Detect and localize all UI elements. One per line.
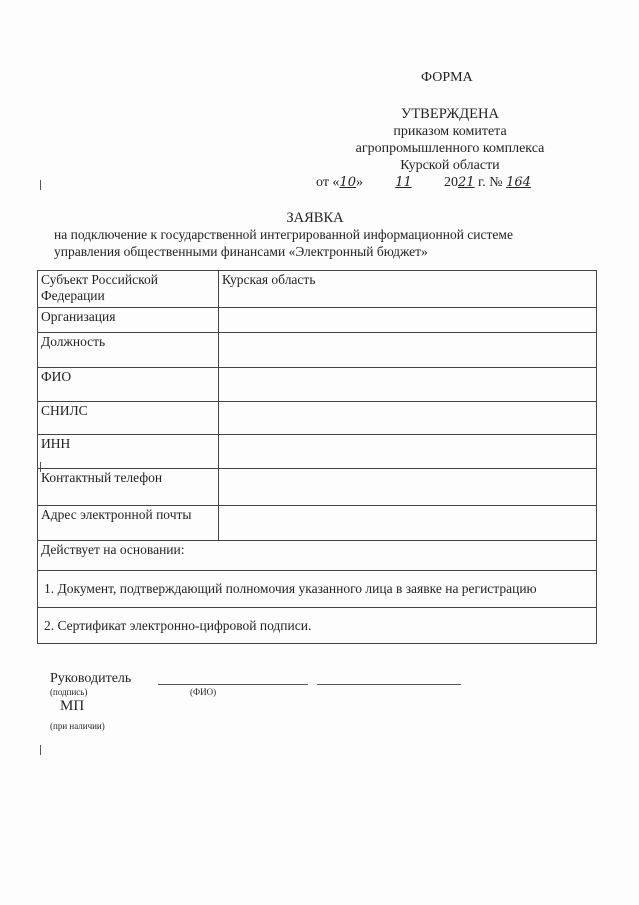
head-label: Руководитель	[50, 671, 132, 686]
field-label: СНИЛС	[38, 402, 219, 435]
date-prefix: от «	[316, 175, 340, 190]
field-value[interactable]	[219, 402, 597, 435]
field-value[interactable]	[219, 333, 597, 368]
field-label: ФИО	[38, 368, 219, 402]
field-label: ИНН	[38, 435, 219, 469]
scan-mark	[40, 180, 41, 190]
signature-caption: (подпись)	[50, 687, 88, 697]
field-value[interactable]	[219, 469, 597, 506]
stamp-caption: (при наличии)	[50, 721, 105, 731]
stamp-label: МП	[60, 698, 85, 714]
field-label: Адрес электронной почты	[38, 506, 219, 541]
field-label: Организация	[38, 308, 219, 333]
field-label: Субъект Российской Федерации	[38, 271, 219, 308]
date-mid: »	[355, 175, 363, 190]
field-value[interactable]: Курская область	[219, 271, 597, 308]
date-month: 11	[395, 175, 412, 190]
name-caption: (ФИО)	[190, 687, 217, 697]
signature-line	[158, 684, 308, 685]
year-prefix: 20	[443, 175, 458, 190]
title-subline: управления общественными финансами «Электронный бюджет»	[54, 244, 428, 259]
date-day: 10	[339, 175, 356, 190]
name-line	[317, 684, 461, 685]
order-number: 164	[506, 175, 531, 190]
year-suffix: 21	[457, 175, 475, 190]
field-label: Контактный телефон	[38, 469, 219, 506]
approved-label: УТВЕРЖДЕНА	[401, 106, 499, 122]
number-label: г. №	[478, 175, 503, 190]
field-label: Должность	[38, 333, 219, 368]
scan-mark	[40, 745, 41, 755]
document-title: ЗАЯВКА	[286, 210, 344, 226]
field-value[interactable]	[219, 435, 597, 469]
field-value[interactable]	[219, 506, 597, 541]
field-value[interactable]	[219, 308, 597, 333]
field-label: Действует на основании:	[38, 541, 597, 571]
title-subline: на подключение к государственной интегрированной информационной системе	[54, 227, 513, 242]
approval-line: приказом комитета	[393, 124, 507, 139]
approval-date	[316, 175, 531, 191]
field-value[interactable]	[219, 368, 597, 402]
application-table	[37, 270, 597, 644]
form-label: ФОРМА	[421, 70, 473, 85]
approval-line: Курской области	[400, 158, 500, 173]
list-item: 1. Документ, подтверждающий полномочия указанного лица в заявке на регистрацию	[38, 571, 597, 608]
list-item: 2. Сертификат электронно-цифровой подписи.	[38, 608, 597, 644]
approval-line: агропромышленного комплекса	[355, 141, 545, 156]
